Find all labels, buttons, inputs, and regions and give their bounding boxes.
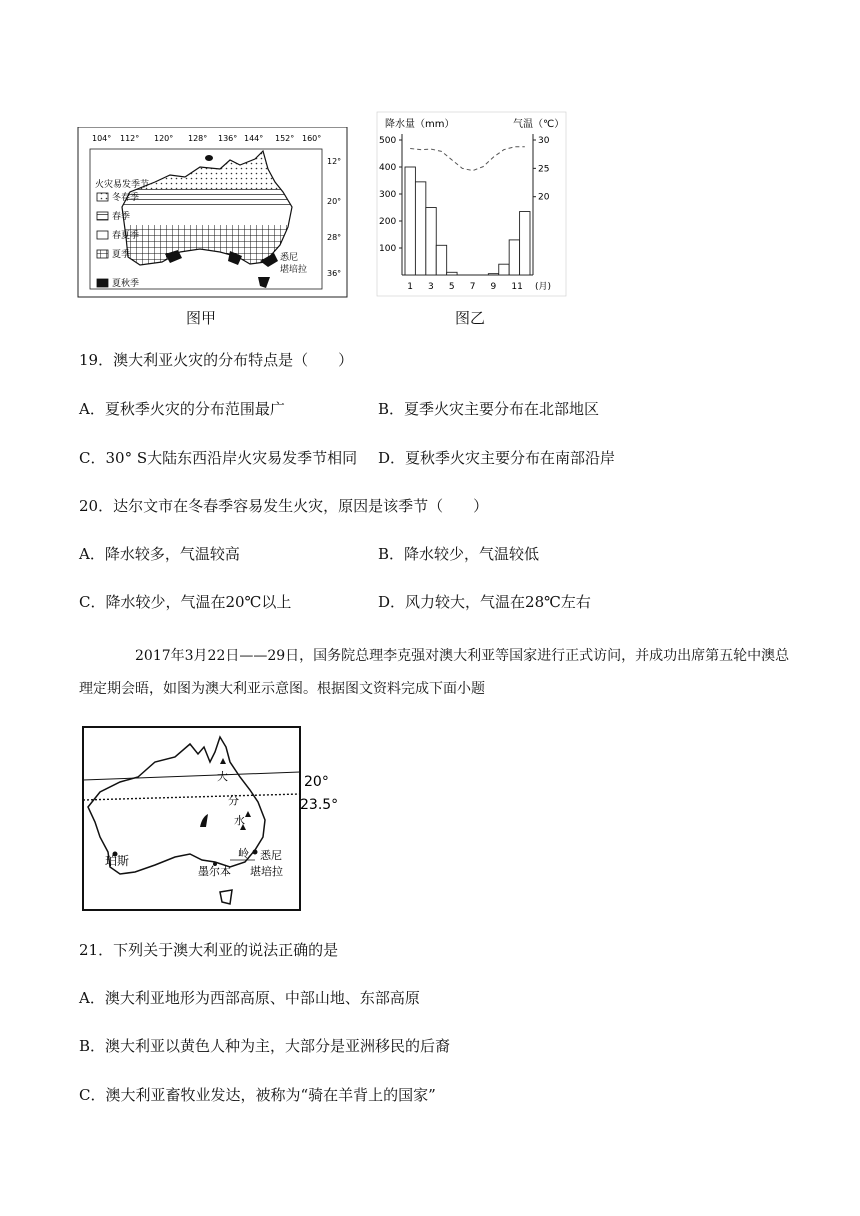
divide-range-char: 分: [228, 794, 239, 807]
legend-title: 火灾易发季节: [95, 180, 150, 190]
divide-range-char: 水: [234, 814, 245, 827]
legend-item-winter-spring: 冬春季: [112, 193, 140, 203]
precip-bar: [499, 264, 509, 275]
question-19-stem: 19．澳大利亚火灾的分布特点是（ ）: [79, 351, 354, 369]
q19-option-b[interactable]: B．夏季火灾主要分布在北部地区: [378, 400, 600, 418]
q21-option-a[interactable]: A．澳大利亚地形为西部高原、中部山地、东部高原: [79, 989, 420, 1007]
fire-season-map: [70, 127, 360, 302]
map-label-canberra: 堪培拉: [280, 265, 308, 275]
divide-range-char: 岭: [238, 847, 249, 860]
q20-option-c[interactable]: C．降水较少，气温在20℃以上: [79, 593, 292, 611]
month-tick-label: 1: [407, 282, 413, 292]
q20-option-a[interactable]: A．降水较多，气温较高: [79, 545, 240, 563]
lon-label: 144°: [244, 134, 264, 143]
lat-20-label: 20°: [304, 774, 329, 790]
lon-label: 160°: [302, 134, 322, 143]
lat-label: 12°: [327, 157, 342, 166]
question-21-stem: 21．下列关于澳大利亚的说法正确的是: [79, 941, 339, 959]
lon-label: 152°: [275, 134, 295, 143]
month-tick-label: 11: [511, 282, 523, 292]
city-canberra: 堪培拉: [250, 865, 283, 878]
q19-option-c[interactable]: C．30° S大陆东西沿岸火灾易发季节相同: [79, 449, 358, 467]
precip-tick-label: 400: [379, 163, 397, 173]
lat-label: 28°: [327, 233, 342, 242]
precip-tick-label: 200: [379, 217, 397, 227]
q21-option-c[interactable]: C．澳大利亚畜牧业发达，被称为“骑在羊背上的国家”: [79, 1086, 436, 1104]
precip-bar: [405, 167, 415, 275]
q20-option-d[interactable]: D．风力较大，气温在28℃左右: [378, 593, 591, 611]
precip-axis-label: 降水量（mm）: [385, 119, 455, 130]
lat-label: 20°: [327, 197, 342, 206]
precip-bar: [447, 272, 457, 275]
month-tick-label: 7: [469, 282, 476, 292]
precip-bar: [509, 240, 519, 275]
map-label-sydney: 悉尼: [280, 253, 299, 263]
precip-tick-label: 500: [379, 136, 397, 146]
month-tick-label: 3: [428, 282, 434, 292]
lat-23-5-label: 23.5°: [300, 797, 339, 813]
divide-range-char: 大: [217, 770, 228, 783]
australia-map: [80, 722, 360, 914]
month-tick-label: 5: [448, 282, 455, 292]
lon-label: 136°: [218, 134, 238, 143]
q21-option-b[interactable]: B．澳大利亚以黄色人种为主，大部分是亚洲移民的后裔: [79, 1037, 451, 1055]
city-melbourne: 墨尔本: [198, 865, 231, 878]
question-20-stem: 20．达尔文市在冬春季容易发生火灾，原因是该季节（ ）: [79, 497, 489, 515]
lat-label: 36°: [327, 269, 342, 278]
q19-option-d[interactable]: D．夏秋季火灾主要分布在南部沿岸: [378, 449, 616, 467]
legend-item-spring-summer: 春夏季: [112, 231, 140, 241]
precip-bar: [415, 182, 425, 275]
legend-item-summer-autumn: 夏秋季: [112, 279, 140, 289]
precip-tick-label: 100: [379, 244, 397, 254]
precip-bar: [426, 208, 436, 276]
temp-tick-label: 25: [538, 164, 550, 175]
q20-option-b[interactable]: B．降水较少，气温较低: [378, 545, 540, 563]
lon-label: 112°: [120, 134, 140, 143]
temp-axis-label: 气温（℃）: [513, 119, 565, 130]
q19-option-a[interactable]: A．夏秋季火灾的分布范围最广: [79, 400, 285, 418]
precip-bar: [436, 245, 446, 275]
figure-yi-caption: 图乙: [455, 309, 486, 327]
lon-label: 120°: [154, 134, 174, 143]
month-tick-label: 9: [490, 282, 497, 292]
city-perth: 珀斯: [105, 854, 130, 868]
precip-bar: [520, 212, 530, 275]
figure-jia-caption: 图甲: [186, 309, 217, 327]
precip-tick-label: 300: [379, 190, 397, 200]
legend-item-spring: 春季: [112, 212, 131, 222]
lon-label: 128°: [188, 134, 208, 143]
x-unit-label: (月): [535, 282, 552, 292]
legend-item-summer: 夏季: [112, 250, 131, 260]
city-sydney: 悉尼: [260, 849, 282, 862]
precip-bar: [488, 274, 498, 275]
lon-label: 104°: [92, 134, 112, 143]
temp-tick-label: 30: [538, 136, 550, 146]
temp-tick-label: 20: [538, 192, 550, 203]
climate-chart: [375, 110, 570, 298]
intro-paragraph: 2017年3月22日——29日，国务院总理李克强对澳大利亚等国家进行正式访问，并成功出席第五轮中澳总理定期会晤，如图为澳大利亚示意图。根据图文资料完成下面小题: [79, 648, 790, 697]
